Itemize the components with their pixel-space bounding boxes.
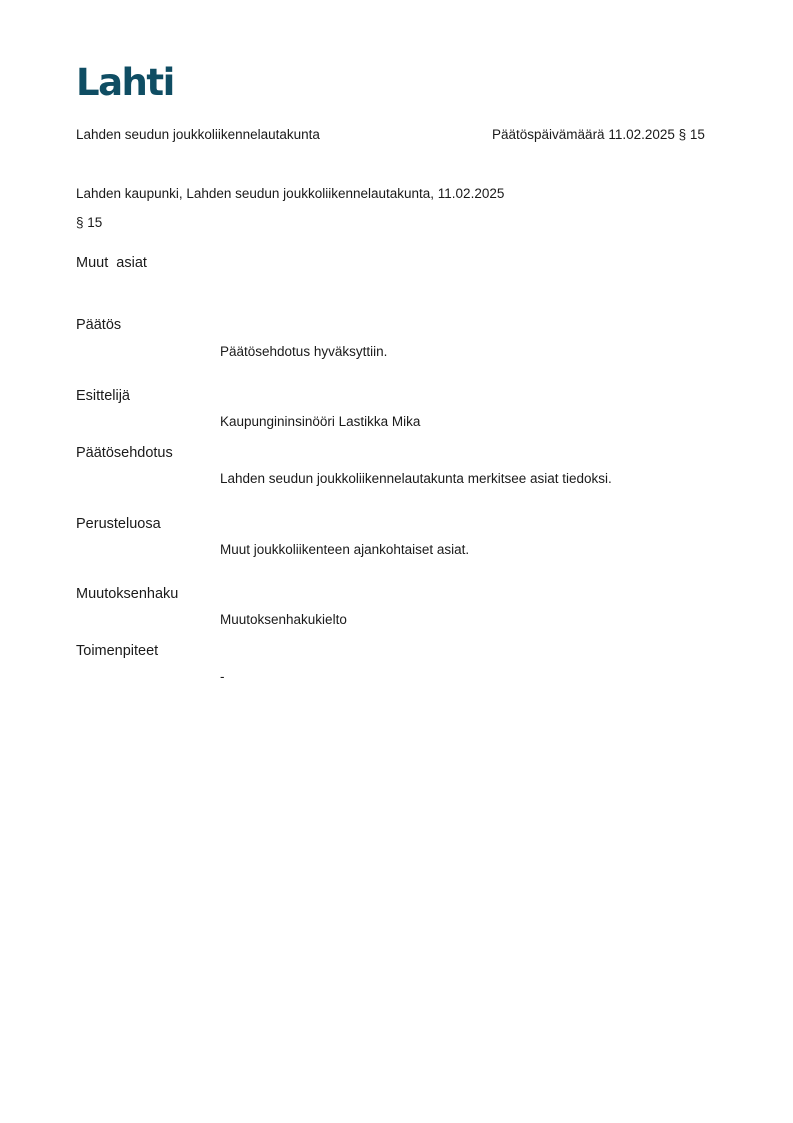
committee-name: Lahden seudun joukkoliikennelautakunta	[76, 127, 320, 142]
value-esittelija: Kaupungininsinööri Lastikka Mika	[220, 414, 421, 429]
label-paatosehdotus: Päätösehdotus	[76, 445, 173, 461]
section-number: § 15	[76, 215, 103, 230]
value-perusteluosa: Muut joukkoliikenteen ajankohtaiset asiat.	[220, 542, 470, 557]
label-esittelija: Esittelijä	[76, 388, 130, 404]
label-paatos: Päätös	[76, 317, 122, 333]
lahti-logo: Lahti	[76, 61, 174, 104]
label-perusteluosa: Perusteluosa	[76, 516, 161, 532]
label-muutoksenhaku: Muutoksenhaku	[76, 586, 179, 602]
meeting-line: Lahden kaupunki, Lahden seudun joukkoliikennelautakunta, 11.02.2025	[76, 186, 505, 201]
decision-date: Päätöspäivämäärä 11.02.2025 § 15	[492, 127, 705, 142]
value-toimenpiteet: -	[220, 669, 225, 684]
value-paatosehdotus: Lahden seudun joukkoliikennelautakunta merkitsee asiat tiedoksi.	[220, 471, 612, 486]
label-toimenpiteet: Toimenpiteet	[76, 643, 159, 659]
value-muutoksenhaku: Muutoksenhakukielto	[220, 612, 347, 627]
value-paatos: Päätösehdotus hyväksyttiin.	[220, 344, 388, 359]
document-title: Muut asiat	[76, 255, 147, 271]
